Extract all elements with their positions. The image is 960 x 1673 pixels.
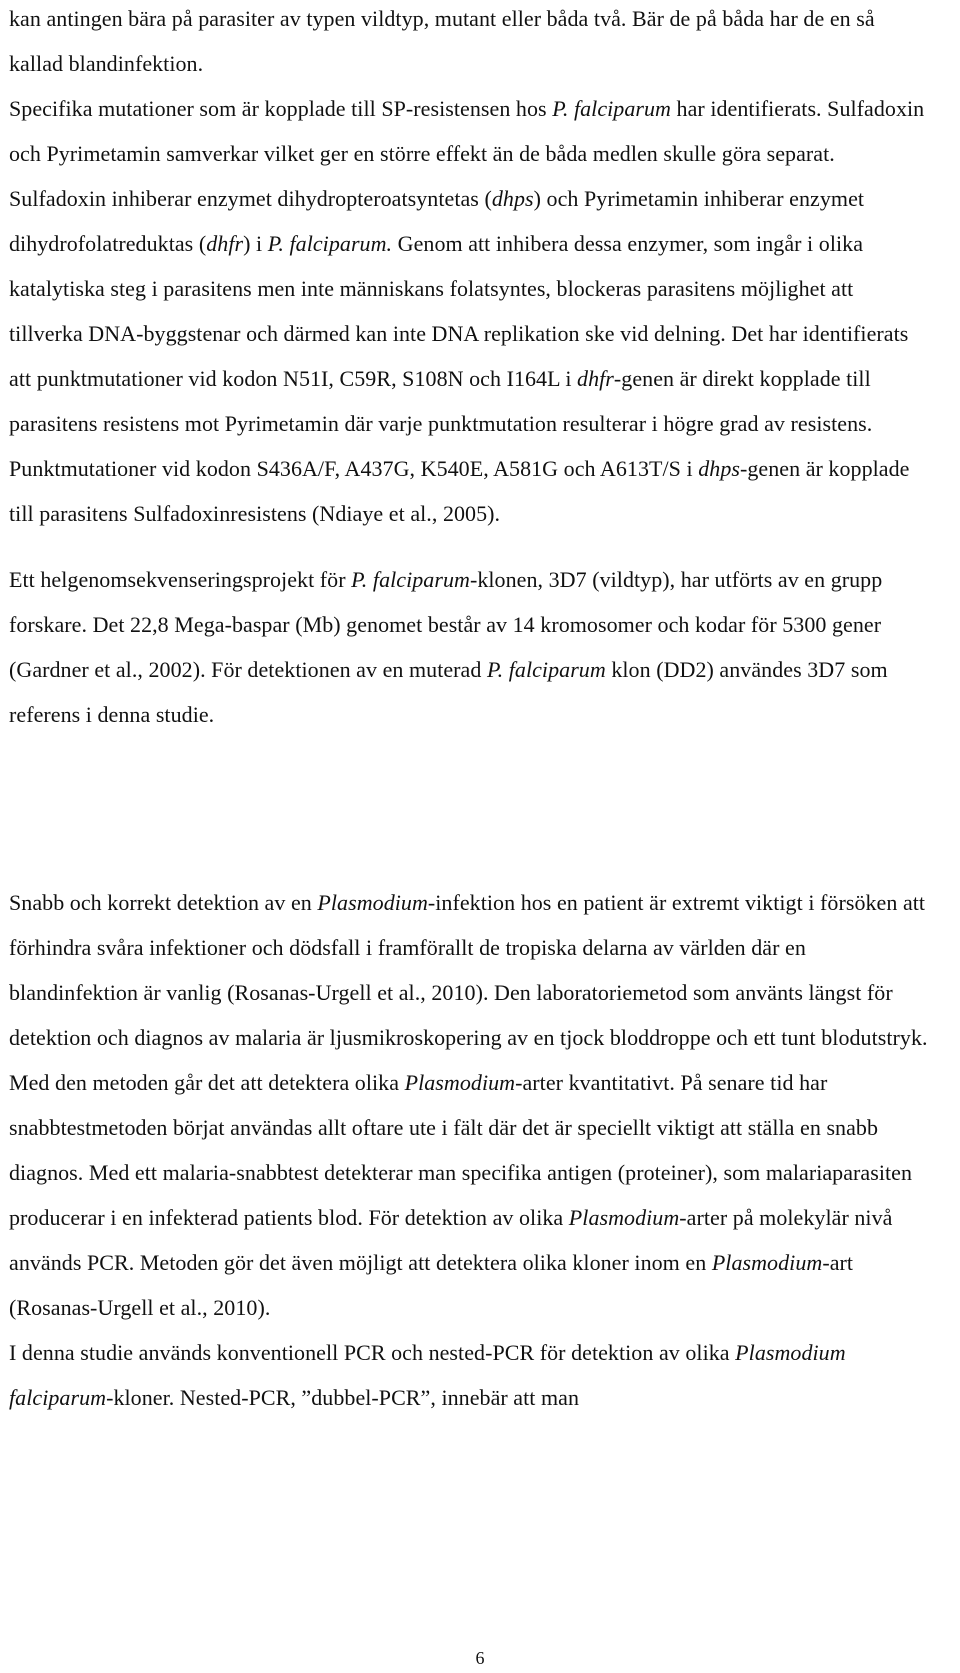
- paragraph-continuation: kan antingen bära på parasiter av typen vildtyp, mutant eller båda två. Bär de på båda har de en så kallad blandinfektion.: [9, 6, 875, 76]
- text-block-lower: [9, 880, 929, 1420]
- text-block-upper: [9, 0, 929, 737]
- paragraph-detection: Snabb och korrekt detektion av en Plasmodium-infektion hos en patient är extremt viktigt i försöken att förhindra svåra infektioner och dödsfall i framförallt de tropiska delarna av världen där en blandinfektion är vanlig (Rosanas-Urgell et al., 2010). Den laboratoriemetod som använts längst för detektion och diagnos av malaria är ljusmikroskopering av en tjock bloddroppe och ett tunt blodutstryk. Med den metoden går det att detektera olika Plasmodium-arter kvantitativt. På senare tid har snabbtestmetoden börjat användas allt oftare ute i fält där det är speciellt viktigt att ställa en snabb diagnos. Med ett malaria-snabbtest detekterar man specifika antigen (proteiner), som malariaparasiten producerar i en infekterad patients blod. För detektion av olika Plasmodium-arter på molekylär nivå används PCR. Metoden gör det även möjligt att detektera olika kloner inom en Plasmodium-art (Rosanas-Urgell et al., 2010).: [9, 890, 928, 1320]
- paragraph-this-study: I denna studie används konventionell PCR och nested-PCR för detektion av olika Plasmodium falciparum-kloner. Nested-PCR, ”dubbel-PCR”, innebär att man: [9, 1340, 846, 1410]
- page-number: 6: [475, 1648, 485, 1668]
- paragraph-genome-project: Ett helgenomsekvenseringsprojekt för P. falciparum-klonen, 3D7 (vildtyp), har utförts av en grupp forskare. Det 22,8 Mega-baspar (Mb) genomet består av 14 kromosomer och kodar för 5300 gener (Gardner et al., 2002). För detektionen av en muterad P. falciparum klon (DD2) användes 3D7 som referens i denna studie.: [9, 567, 888, 727]
- paragraph-sp-resistance: Specifika mutationer som är kopplade till SP-resistensen hos P. falciparum har identifierats. Sulfadoxin och Pyrimetamin samverkar vilket ger en större effekt än de båda medlen skulle göra separat. Sulfadoxin inhiberar enzymet dihydropteroatsyntetas (dhps) och Pyrimetamin inhiberar enzymet dihydrofolatreduktas (dhfr) i P. falciparum. Genom att inhibera dessa enzymer, som ingår i olika katalytiska steg i parasitens men inte människans folatsyntes, blockeras parasitens möjlighet att tillverka DNA-byggstenar och därmed kan inte DNA replikation ske vid delning. Det har identifierats att punktmutationer vid kodon N51I, C59R, S108N och I164L i dhfr-genen är direkt kopplade till parasitens resistens mot Pyrimetamin där varje punktmutation resulterar i högre grad av resistens. Punktmutationer vid kodon S436A/F, A437G, K540E, A581G och A613T/S i dhps-genen är kopplade till parasitens Sulfadoxinresistens (Ndiaye et al., 2005).: [9, 96, 925, 526]
